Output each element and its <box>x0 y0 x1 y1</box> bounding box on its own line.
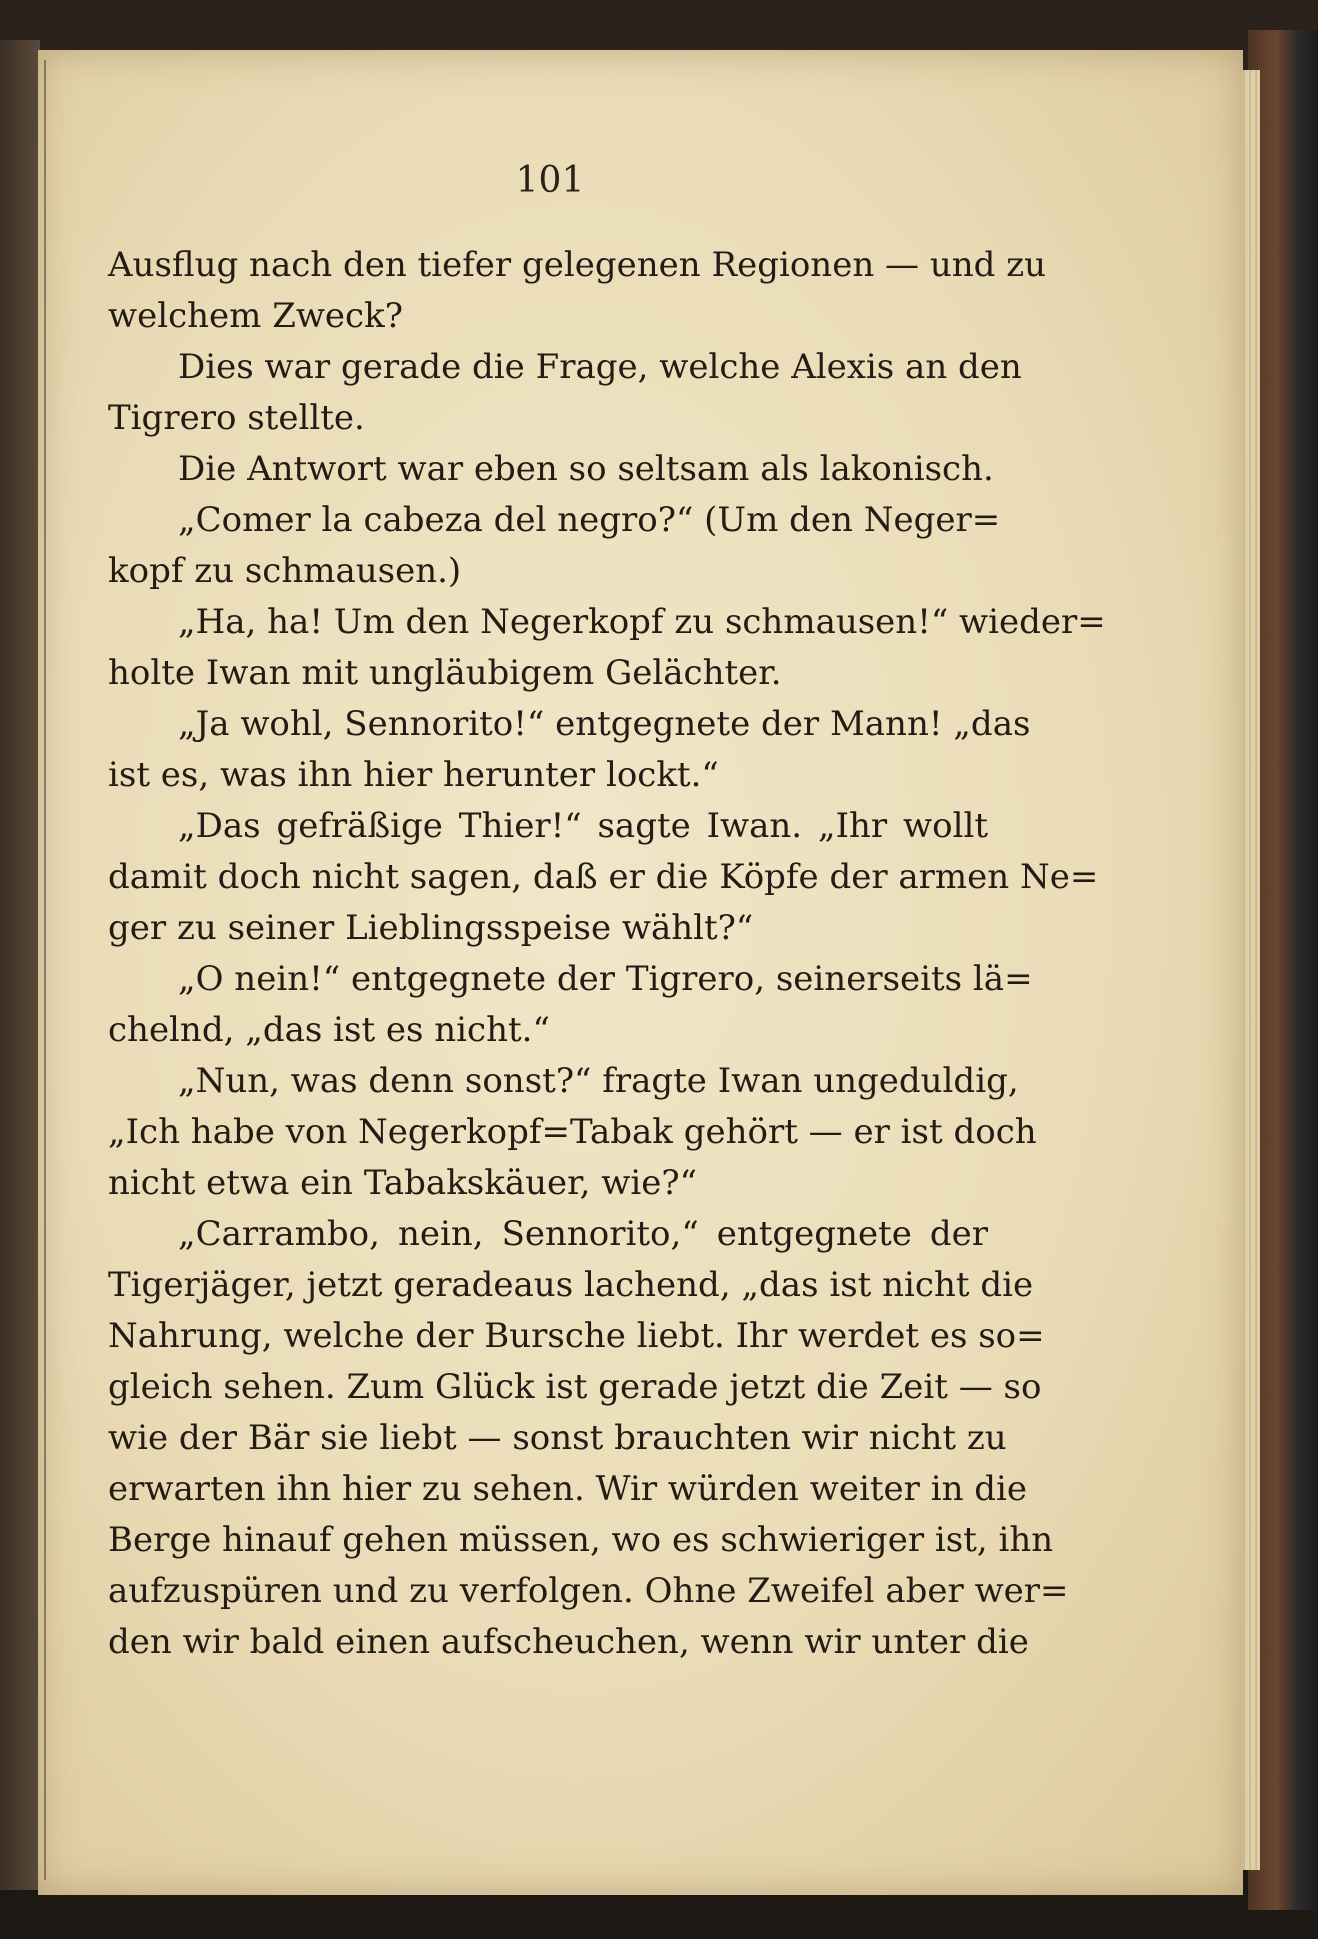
text-line: „Comer la cabeza del negro?“ (Um den Neger= <box>178 500 1001 540</box>
text-line: chelnd, „das ist es nicht.“ <box>108 1010 550 1050</box>
text-line: aufzuspüren und zu verfolgen. Ohne Zweifel aber wer= <box>108 1571 1069 1611</box>
text-line: holte Iwan mit ungläubigem Gelächter. <box>108 653 782 693</box>
text-line: Ausflug nach den tiefer gelegenen Regionen — und zu <box>108 245 1047 285</box>
text-line: Die Antwort war eben so seltsam als lakonisch. <box>178 449 994 489</box>
text-line: Berge hinauf gehen müssen, wo es schwieriger ist, ihn <box>108 1520 1054 1560</box>
text-line: „O nein!“ entgegnete der Tigrero, seinerseits lä= <box>178 959 1033 999</box>
text-line: „Ja wohl, Sennorito!“ entgegnete der Mann! „das <box>178 704 1031 744</box>
text-line: Nahrung, welche der Bursche liebt. Ihr werdet es so= <box>108 1316 1045 1356</box>
text-line: „Ha, ha! Um den Negerkopf zu schmausen!“ wieder= <box>178 602 1106 642</box>
book-cover-left <box>0 40 40 1890</box>
text-line: gleich sehen. Zum Glück ist gerade jetzt die Zeit — so <box>108 1367 1042 1407</box>
text-line: ist es, was ihn hier herunter lockt.“ <box>108 755 719 795</box>
text-line: erwarten ihn hier zu sehen. Wir würden weiter in die <box>108 1469 1028 1509</box>
text-line: Tigerjäger, jetzt geradeaus lachend, „das ist nicht die <box>108 1265 1034 1305</box>
text-line: „Ich habe von Negerkopf=Tabak gehört — er ist doch <box>108 1112 1037 1152</box>
text-line: den wir bald einen aufscheuchen, wenn wir unter die <box>108 1622 1029 1662</box>
page-number: 101 <box>515 160 585 201</box>
text-line: kopf zu schmausen.) <box>108 551 462 591</box>
text-line: wie der Bär sie liebt — sonst brauchten wir nicht zu <box>108 1418 1007 1458</box>
body-text <box>108 240 1106 1668</box>
text-line: nicht etwa ein Tabakskäuer, wie?“ <box>108 1163 697 1203</box>
text-line: ger zu seiner Lieblingsspeise wählt?“ <box>108 908 754 948</box>
text-line: damit doch nicht sagen, daß er die Köpfe der armen Ne= <box>108 857 1099 897</box>
text-line: „Carrambo, nein, Sennorito,“ entgegnete der <box>178 1214 988 1254</box>
text-line: Dies war gerade die Frage, welche Alexis an den <box>178 347 1022 387</box>
gutter-line <box>44 60 46 1880</box>
text-line: „Nun, was denn sonst?“ fragte Iwan ungeduldig, <box>178 1061 1019 1101</box>
text-line: „Das gefräßige Thier!“ sagte Iwan. „Ihr wollt <box>178 806 988 846</box>
text-line: welchem Zweck? <box>108 296 403 336</box>
text-line: Tigrero stellte. <box>108 398 365 438</box>
